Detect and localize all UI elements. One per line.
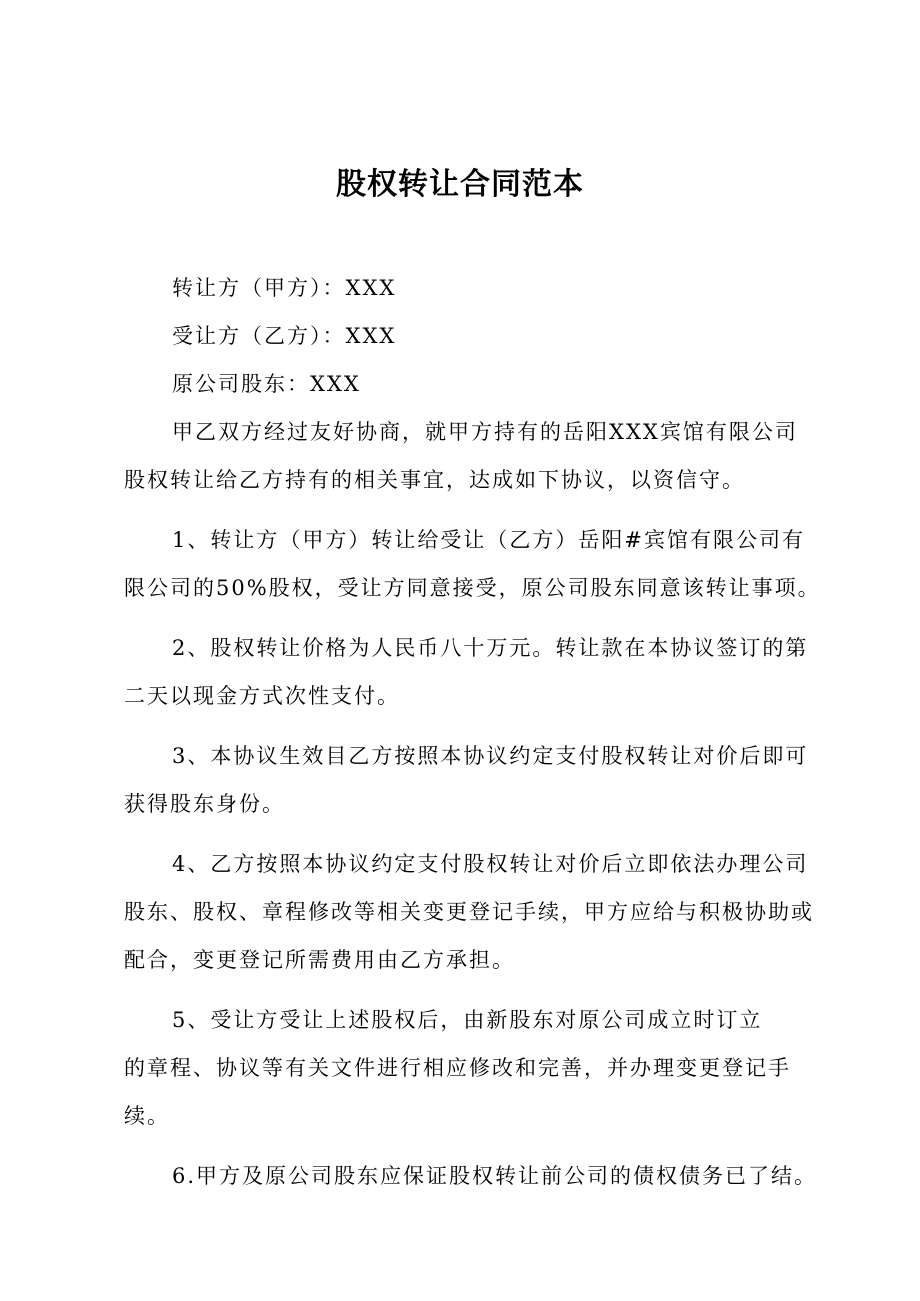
document-body [124, 264, 824, 1200]
clause-line: 6.甲方及原公司股东应保证股权转让前公司的债权债务已了结。 [172, 1164, 818, 1188]
transferee-line: 受让方（乙方）：XXX [172, 324, 397, 348]
clause-line: 二天以现金方式次性支付。 [124, 684, 400, 708]
clause-line: 续。 [124, 1104, 170, 1128]
preamble-paragraph [124, 408, 824, 504]
clause-3 [124, 732, 824, 828]
clause-2 [124, 624, 824, 720]
clause-line: 的章程、协议等有关文件进行相应修改和完善，并办理变更登记手 [124, 1056, 791, 1080]
original-shareholder-line: 原公司股东：XXX [172, 372, 361, 396]
clause-line: 5、受让方受让上述股权后，由新股东对原公司成立时订立 [172, 1008, 763, 1032]
clause-line: 3、本协议生效目乙方按照本协议约定支付股权转让对价后即可 [172, 744, 809, 768]
clause-line: 2、股权转让价格为人民币八十万元。转让款在本协议签订的第 [172, 636, 809, 660]
transferor-line: 转让方（甲方）：XXX [172, 276, 397, 300]
clause-line: 股东、股权、章程修改等相关变更登记手续，甲方应给与积极协助或 [124, 900, 814, 924]
clause-line: 配合，变更登记所需费用由乙方承担。 [124, 948, 515, 972]
clause-6 [124, 1152, 824, 1200]
clause-line: 获得股东身份。 [124, 792, 285, 816]
clause-5 [124, 996, 824, 1140]
preamble-line: 股权转让给乙方持有的相关事宜，达成如下协议，以资信守。 [124, 468, 745, 492]
clause-line: 限公司的50%股权，受让方同意接受，原公司股东同意该转让事项。 [124, 576, 821, 600]
clause-1 [124, 516, 824, 612]
document-title: 股权转让合同范本 [336, 167, 584, 202]
clause-line: 4、乙方按照本协议约定支付股权转让对价后立即依法办理公司 [172, 852, 809, 876]
clause-4 [124, 840, 824, 984]
clause-line: 1、转让方（甲方）转让给受让（乙方）岳阳#宾馆有限公司有 [172, 528, 805, 552]
preamble-line: 甲乙双方经过友好协商，就甲方持有的岳阳XXX宾馆有限公司 [172, 420, 798, 444]
